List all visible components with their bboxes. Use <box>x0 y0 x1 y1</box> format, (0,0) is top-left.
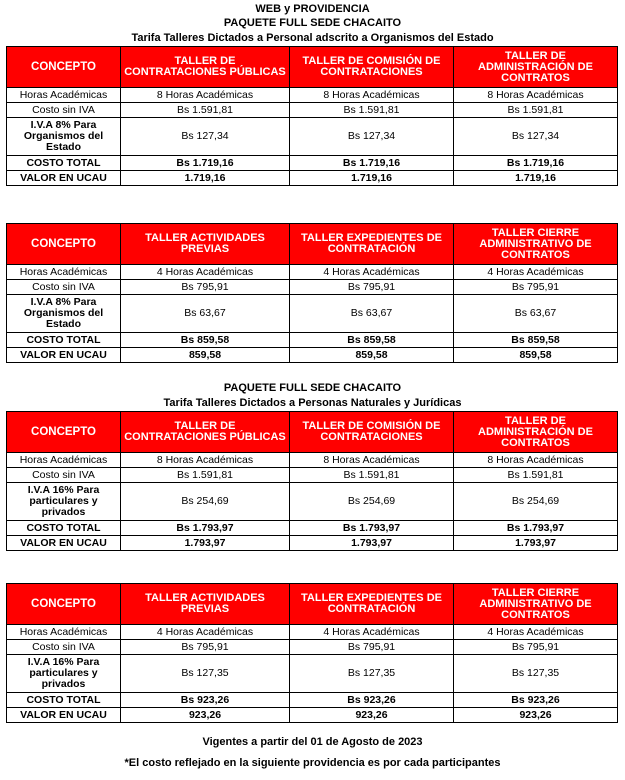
row-valor-ucau <box>7 348 618 363</box>
cell-label: Horas Académicas <box>7 625 121 640</box>
cell-value: Bs 63,67 <box>121 295 290 333</box>
cell-value: Bs 127,35 <box>121 655 290 693</box>
cell-value: Bs 1.591,81 <box>454 468 618 483</box>
cell-value: Bs 923,26 <box>454 693 618 708</box>
cell-value: Bs 1.793,97 <box>454 521 618 536</box>
row-costo-sin-iva <box>7 280 618 295</box>
cell-value: 8 Horas Académicas <box>121 453 290 468</box>
cell-label: Costo sin IVA <box>7 640 121 655</box>
cell-value: 1.719,16 <box>121 171 290 186</box>
table-header-row <box>7 584 618 625</box>
cell-value: 1.793,97 <box>121 536 290 551</box>
cell-label: Costo sin IVA <box>7 280 121 295</box>
header-concepto: CONCEPTO <box>7 412 121 453</box>
row-costo-total <box>7 156 618 171</box>
cell-value: 8 Horas Académicas <box>290 88 454 103</box>
cell-value: Bs 1.591,81 <box>290 103 454 118</box>
row-costo-sin-iva <box>7 640 618 655</box>
cell-value: Bs 795,91 <box>454 640 618 655</box>
row-iva <box>7 295 618 333</box>
header-taller-2: TALLER DE COMISIÓN DE CONTRATACIONES <box>290 412 454 453</box>
cell-value: 4 Horas Académicas <box>290 625 454 640</box>
header-concepto: CONCEPTO <box>7 224 121 265</box>
cell-value: Bs 63,67 <box>290 295 454 333</box>
doc-title-web-providencia: WEB y PROVIDENCIA <box>255 3 370 15</box>
cell-value: Bs 127,34 <box>121 118 290 156</box>
cell-label: COSTO TOTAL <box>7 693 121 708</box>
cell-label: Horas Académicas <box>7 453 121 468</box>
row-horas <box>7 453 618 468</box>
cell-value: Bs 1.719,16 <box>121 156 290 171</box>
cell-value: 859,58 <box>454 348 618 363</box>
cell-label: Horas Académicas <box>7 88 121 103</box>
header-taller-3: TALLER DE ADMINISTRACIÓN DE CONTRATOS <box>454 47 618 88</box>
cell-value: Bs 923,26 <box>290 693 454 708</box>
cell-label: I.V.A 16% Para particulares y privados <box>7 483 121 521</box>
cell-value: 923,26 <box>121 708 290 723</box>
cell-value: Bs 1.591,81 <box>454 103 618 118</box>
cell-label: VALOR EN UCAU <box>7 348 121 363</box>
cell-label: VALOR EN UCAU <box>7 536 121 551</box>
cell-value: Bs 127,34 <box>290 118 454 156</box>
row-horas <box>7 88 618 103</box>
cell-value: 4 Horas Académicas <box>454 625 618 640</box>
cell-value: Bs 254,69 <box>454 483 618 521</box>
cell-label: I.V.A 8% Para Organismos del Estado <box>7 295 121 333</box>
cell-label: Costo sin IVA <box>7 103 121 118</box>
doc-title-paquete-full: PAQUETE FULL SEDE CHACAITO <box>223 17 402 29</box>
row-valor-ucau <box>7 708 618 723</box>
row-valor-ucau <box>7 171 618 186</box>
section-subtitle-personas: Tarifa Talleres Dictados a Personas Naturales y Jurídicas <box>163 397 462 409</box>
row-iva <box>7 655 618 693</box>
header-taller-2: TALLER EXPEDIENTES DE CONTRATACIÓN <box>290 584 454 625</box>
cell-value: 8 Horas Académicas <box>121 88 290 103</box>
cell-value: 4 Horas Académicas <box>121 265 290 280</box>
cell-value: Bs 1.719,16 <box>454 156 618 171</box>
cell-label: Horas Académicas <box>7 265 121 280</box>
costo-note: *El costo reflejado en la siguiente providencia es por cada participantes <box>124 757 501 769</box>
cell-value: 1.793,97 <box>290 536 454 551</box>
cell-value: Bs 63,67 <box>454 295 618 333</box>
cell-label: VALOR EN UCAU <box>7 708 121 723</box>
row-costo-total <box>7 521 618 536</box>
cell-value: 1.719,16 <box>454 171 618 186</box>
table-header-row <box>7 47 618 88</box>
doc-subtitle-organismos: Tarifa Talleres Dictados a Personal adscrito a Organismos del Estado <box>131 32 494 44</box>
cell-value: Bs 1.793,97 <box>290 521 454 536</box>
cell-value: 859,58 <box>121 348 290 363</box>
cell-value: Bs 795,91 <box>290 280 454 295</box>
cell-label: Costo sin IVA <box>7 468 121 483</box>
cell-value: 4 Horas Académicas <box>121 625 290 640</box>
table-header-row <box>7 224 618 265</box>
cell-value: Bs 1.591,81 <box>121 468 290 483</box>
cell-value: 1.793,97 <box>454 536 618 551</box>
cell-value: Bs 254,69 <box>290 483 454 521</box>
cell-value: Bs 795,91 <box>121 640 290 655</box>
cell-value: Bs 859,58 <box>454 333 618 348</box>
cell-value: Bs 127,35 <box>454 655 618 693</box>
vigencia-note: Vigentes a partir del 01 de Agosto de 2023 <box>202 736 423 748</box>
cell-value: Bs 795,91 <box>290 640 454 655</box>
header-taller-2: TALLER DE COMISIÓN DE CONTRATACIONES <box>290 47 454 88</box>
header-taller-2: TALLER EXPEDIENTES DE CONTRATACIÓN <box>290 224 454 265</box>
cell-label: VALOR EN UCAU <box>7 171 121 186</box>
cell-value: Bs 127,35 <box>290 655 454 693</box>
cell-value: Bs 859,58 <box>121 333 290 348</box>
cell-value: 1.719,16 <box>290 171 454 186</box>
cell-label: COSTO TOTAL <box>7 521 121 536</box>
row-costo-total <box>7 693 618 708</box>
cell-label: COSTO TOTAL <box>7 156 121 171</box>
table-header-row <box>7 412 618 453</box>
header-taller-1: TALLER DE CONTRATACIONES PÚBLICAS <box>121 412 290 453</box>
cell-value: Bs 254,69 <box>121 483 290 521</box>
cell-label: I.V.A 8% Para Organismos del Estado <box>7 118 121 156</box>
header-taller-1: TALLER ACTIVIDADES PREVIAS <box>121 224 290 265</box>
row-costo-total <box>7 333 618 348</box>
row-iva <box>7 483 618 521</box>
cell-value: 923,26 <box>290 708 454 723</box>
cell-value: Bs 859,58 <box>290 333 454 348</box>
cell-value: 8 Horas Académicas <box>454 453 618 468</box>
cell-label: I.V.A 16% Para particulares y privados <box>7 655 121 693</box>
cell-value: Bs 923,26 <box>121 693 290 708</box>
header-taller-3: TALLER CIERRE ADMINISTRATIVO DE CONTRATOS <box>454 224 618 265</box>
tarifa-table-4 <box>6 583 618 723</box>
row-costo-sin-iva <box>7 468 618 483</box>
row-horas <box>7 625 618 640</box>
cell-value: 4 Horas Académicas <box>290 265 454 280</box>
cell-value: 8 Horas Académicas <box>290 453 454 468</box>
header-taller-1: TALLER ACTIVIDADES PREVIAS <box>121 584 290 625</box>
cell-value: Bs 1.591,81 <box>290 468 454 483</box>
tarifa-table-1 <box>6 46 618 186</box>
tarifa-table-3 <box>6 411 618 551</box>
cell-value: Bs 1.719,16 <box>290 156 454 171</box>
header-taller-3: TALLER DE ADMINISTRACIÓN DE CONTRATOS <box>454 412 618 453</box>
cell-value: Bs 1.591,81 <box>121 103 290 118</box>
cell-value: 4 Horas Académicas <box>454 265 618 280</box>
cell-value: 8 Horas Académicas <box>454 88 618 103</box>
header-taller-3: TALLER CIERRE ADMINISTRATIVO DE CONTRATOS <box>454 584 618 625</box>
row-horas <box>7 265 618 280</box>
cell-value: 859,58 <box>290 348 454 363</box>
tarifa-table-2 <box>6 223 618 363</box>
row-valor-ucau <box>7 536 618 551</box>
section-title-paquete-full: PAQUETE FULL SEDE CHACAITO <box>223 382 402 394</box>
cell-value: 923,26 <box>454 708 618 723</box>
header-taller-1: TALLER DE CONTRATACIONES PÚBLICAS <box>121 47 290 88</box>
header-concepto: CONCEPTO <box>7 584 121 625</box>
cell-value: Bs 795,91 <box>454 280 618 295</box>
row-iva <box>7 118 618 156</box>
cell-value: Bs 795,91 <box>121 280 290 295</box>
cell-label: COSTO TOTAL <box>7 333 121 348</box>
row-costo-sin-iva <box>7 103 618 118</box>
cell-value: Bs 1.793,97 <box>121 521 290 536</box>
header-concepto: CONCEPTO <box>7 47 121 88</box>
cell-value: Bs 127,34 <box>454 118 618 156</box>
